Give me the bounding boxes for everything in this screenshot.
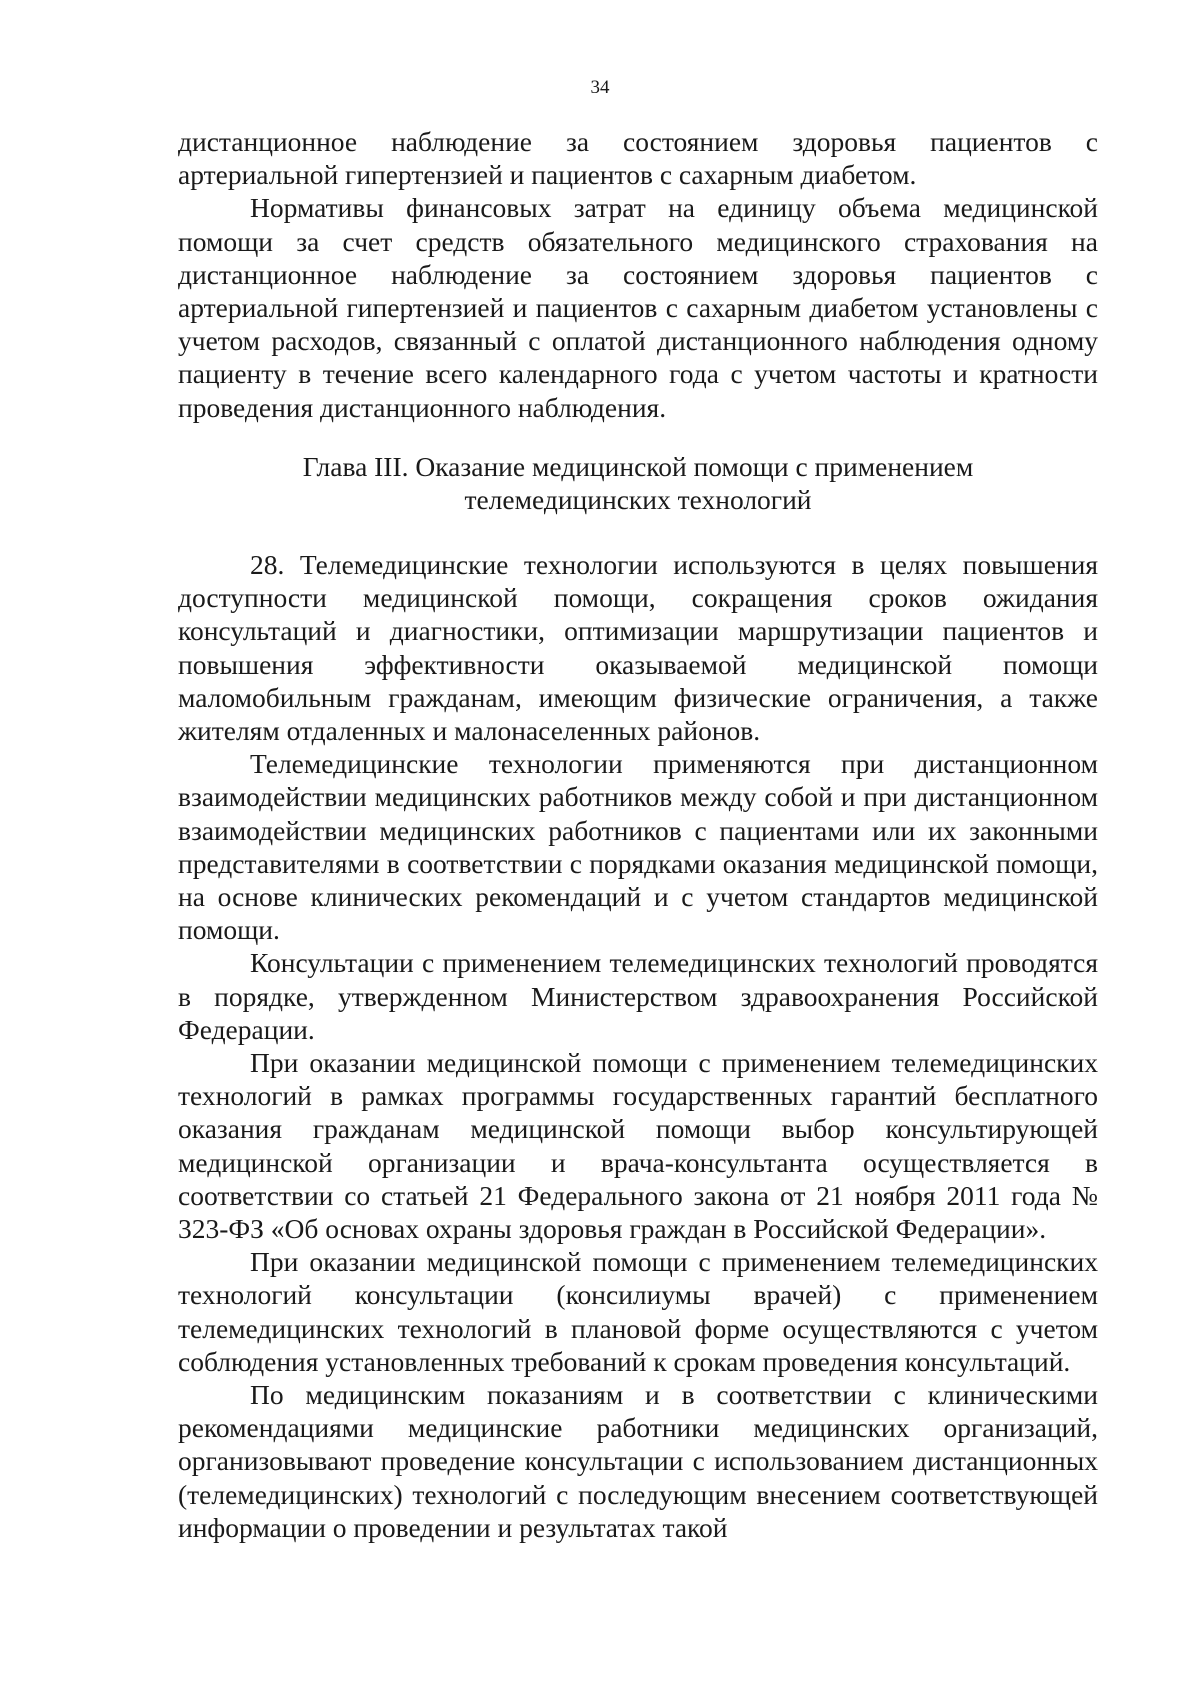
paragraph-planned-consultations: При оказании медицинской помощи с применением телемедицинских технологий консультации (консилиумы врачей) с применением телемедицинских технологий в плановой форме осуществляются с учетом соблюдения установленных требований к срокам проведения консультаций.	[178, 1246, 1098, 1377]
paragraph-financial-norms: Нормативы финансовых затрат на единицу объема медицинской помощи за счет средств обязательного медицинского страхования на дистанционное наблюдение за состоянием здоровья пациентов с артериальной гипертензией и пациентов с сахарным диабетом установлены с учетом расходов, связанный с оплатой дистанционного наблюдения одному пациенту в течение всего календарного года с учетом частоты и кратности проведения дистанционного наблюдения.	[178, 192, 1098, 423]
chapter-heading-line-2: телемедицинских технологий	[464, 484, 812, 516]
page-number: 34	[590, 77, 610, 98]
top-text-block	[178, 125, 1098, 424]
paragraph-consultations-order: Консультации с применением телемедицинских технологий проводятся в порядке, утвержденном Министерством здравоохранения Российской Федерации.	[178, 947, 1098, 1045]
paragraph-telemedicine-usage: Телемедицинские технологии применяются при дистанционном взаимодействии медицинских работников между собой и при дистанционном взаимодействии медицинских работников с пациентами или их законными представителями в соответствии с порядками оказания медицинской помощи, на основе клинических рекомендаций и с учетом стандартов медицинской помощи.	[178, 748, 1098, 946]
paragraph-item-28: 28. Телемедицинские технологии используются в целях повышения доступности медицинской помощи, сокращения сроков ожидания консультаций и диагностики, оптимизации маршрутизации пациентов и повышения эффективности оказываемой медицинской помощи маломобильным гражданам, имеющим физические ограничения, а также жителям отдаленных и малонаселенных районов.	[178, 549, 1098, 747]
paragraph-medical-indications: По медицинским показаниям и в соответствии с клиническими рекомендациями медицинские работники медицинских организаций, организовывают проведение консультации с использованием дистанционных (телемедицинских) технологий с последующим внесением соответствующей информации о проведении и результатах такой	[178, 1379, 1098, 1543]
chapter-heading	[178, 450, 1098, 516]
paragraph-continuation: дистанционное наблюдение за состоянием здоровья пациентов с артериальной гипертензией и пациентов с сахарным диабетом.	[178, 126, 1098, 191]
paragraph-consultant-choice: При оказании медицинской помощи с применением телемедицинских технологий в рамках программы государственных гарантий бесплатного оказания гражданам медицинской помощи выбор консультирующей медицинской организации и врача-консультанта осуществляется в соответствии со статьей 21 Федерального закона от 21 ноября 2011 года № 323-ФЗ «Об основах охраны здоровья граждан в Российской Федерации».	[178, 1047, 1098, 1245]
chapter-heading-line-1: Глава III. Оказание медицинской помощи с применением	[302, 451, 974, 482]
chapter-body	[178, 548, 1098, 1544]
